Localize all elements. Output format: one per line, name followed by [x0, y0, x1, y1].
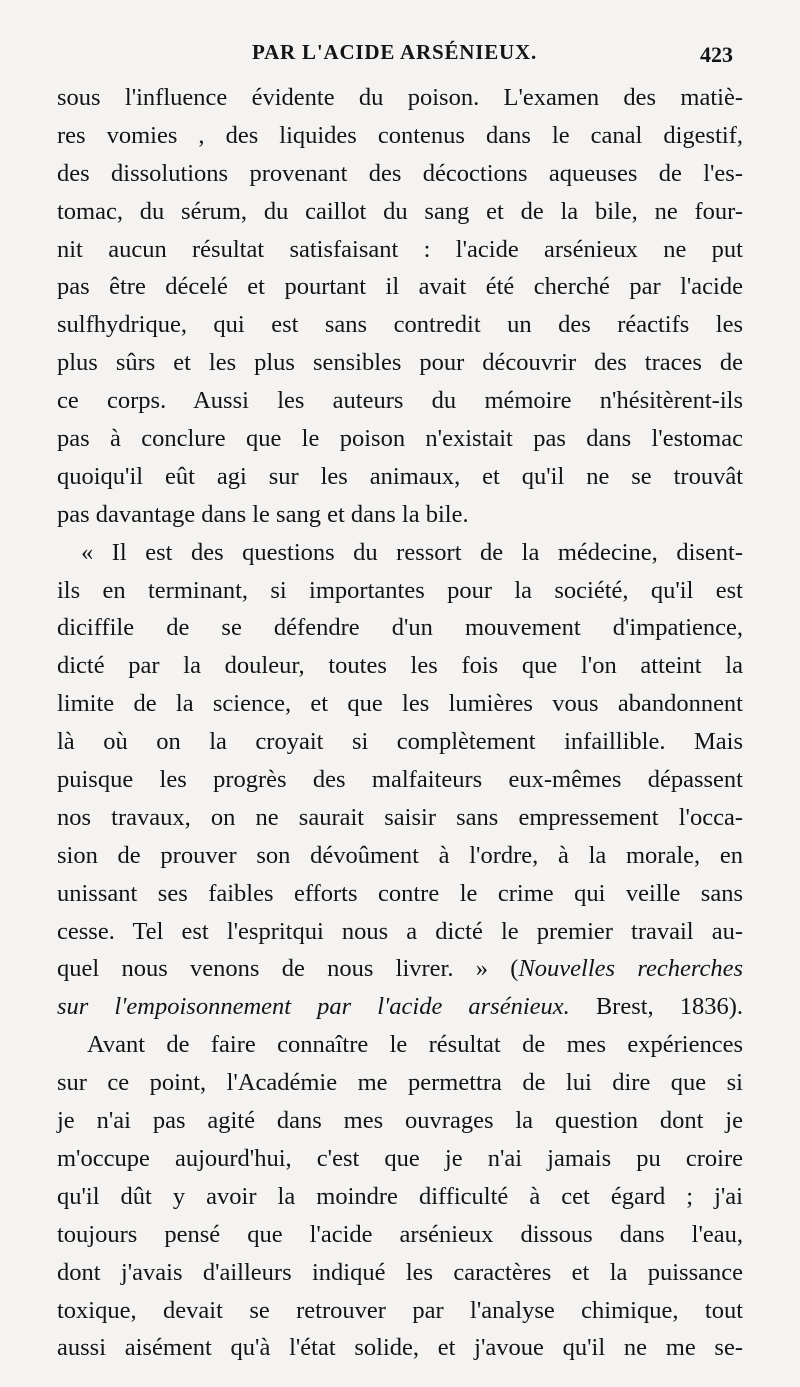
text-line: sion de prouver son dévoûment à l'ordre, à la morale, en: [57, 841, 743, 869]
text-line: aussi aisément qu'à l'état solide, et j'avoue qu'il ne me se-: [57, 1334, 743, 1362]
text-line: « Il est des questions du ressort de la médecine, disent-: [81, 538, 743, 566]
text-line: ce corps. Aussi les auteurs du mémoire n'hésitèrent-ils: [57, 387, 743, 415]
citation-source: Brest, 1836).: [595, 993, 744, 1021]
citation-title: sur l'empoisonnement par l'acide arsénieux.: [57, 993, 570, 1021]
running-title: PAR L'ACIDE ARSÉNIEUX.: [252, 40, 538, 64]
text-segment: quel nous venons de nous livrer. » (: [57, 955, 519, 983]
text-line: puisque les progrès des malfaiteurs eux-mêmes dépassent: [57, 766, 743, 794]
text-line: [57, 988, 743, 1026]
running-head: [0, 40, 800, 80]
text-line: qu'il dût y avoir la moindre difficulté à cet égard ; j'ai: [57, 1182, 743, 1210]
text-line: nos travaux, on ne saurait saisir sans empressement l'occa-: [57, 803, 743, 831]
text-line: dont j'avais d'ailleurs indiqué les caractères et la puissance: [57, 1258, 743, 1286]
text-line: quoiqu'il eût agi sur les animaux, et qu'il ne se trouvât: [57, 462, 743, 490]
text-line: [57, 950, 743, 988]
text-line: dicté par la douleur, toutes les fois que l'on atteint la: [57, 652, 743, 680]
text-line: res vomies , des liquides contenus dans le canal digestif,: [57, 121, 743, 149]
text-line: unissant ses faibles efforts contre le crime qui veille sans: [57, 879, 743, 907]
text-line: toxique, devait se retrouver par l'analyse chimique, tout: [57, 1296, 743, 1324]
text-line: plus sûrs et les plus sensibles pour découvrir des traces de: [57, 349, 743, 377]
text-line: Avant de faire connaître le résultat de mes expériences: [87, 1031, 743, 1059]
text-line: là où on la croyait si complètement infaillible. Mais: [57, 728, 743, 756]
text-line: pas davantage dans le sang et dans la bile.: [57, 500, 469, 528]
text-line: m'occupe aujourd'hui, c'est que je n'ai jamais pu croire: [57, 1144, 743, 1172]
text-line: des dissolutions provenant des décoctions aqueuses de l'es-: [57, 159, 743, 187]
text-line: nit aucun résultat satisfaisant : l'acide arsénieux ne put: [57, 235, 743, 263]
text-line: ils en terminant, si importantes pour la société, qu'il est: [57, 576, 743, 604]
text-line: tomac, du sérum, du caillot du sang et de la bile, ne four-: [57, 197, 743, 225]
text-line: sulfhydrique, qui est sans contredit un des réactifs les: [57, 311, 743, 339]
text-line: cesse. Tel est l'espritqui nous a dicté le premier travail au-: [57, 917, 743, 945]
citation-title: Nouvelles recherches: [518, 955, 743, 983]
text-line: limite de la science, et que les lumières vous abandonnent: [57, 690, 743, 718]
body-text: [57, 79, 743, 1367]
text-line: sous l'influence évidente du poison. L'examen des matiè-: [57, 84, 743, 111]
text-line: je n'ai pas agité dans mes ouvrages la question dont je: [57, 1107, 743, 1135]
text-line: pas à conclure que le poison n'existait pas dans l'estomac: [57, 425, 743, 453]
page-number: 423: [700, 42, 733, 67]
text-line: pas être décelé et pourtant il avait été cherché par l'acide: [57, 273, 743, 301]
text-line: toujours pensé que l'acide arsénieux dissous dans l'eau,: [57, 1220, 743, 1248]
text-line: diciffile de se défendre d'un mouvement d'impatience,: [57, 614, 743, 642]
text-line: sur ce point, l'Académie me permettra de lui dire que si: [57, 1069, 743, 1097]
